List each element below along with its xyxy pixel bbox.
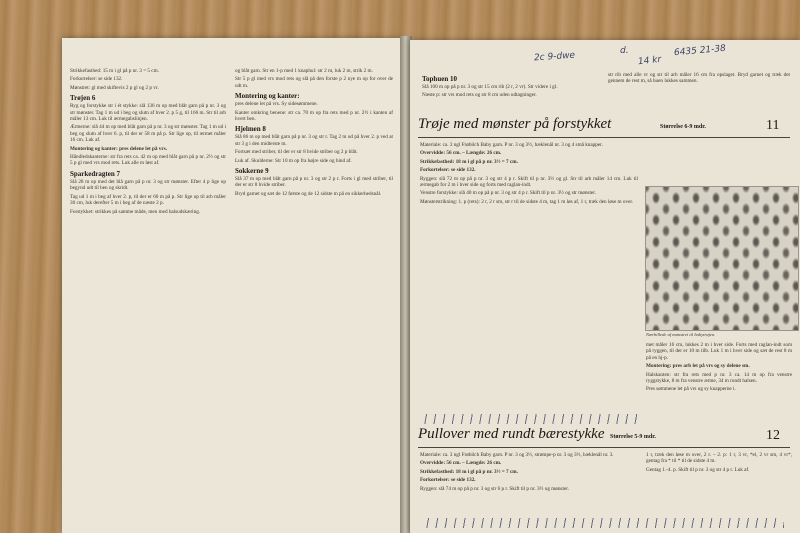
section-heading: Montering og kanter:: [235, 92, 300, 101]
text-line: Mønsterstrikning: 1. p (rets): 2 r, 2 r sm, str r til de sidste 4 m, tag 1 m løs af, 1 r, træk den løse m over.: [420, 198, 634, 205]
text-line: Overvidde: 56 cm. – Længde: 26 cm.: [420, 460, 502, 467]
text-line: Mønstret: gl med skiftevis 2 p gl og 2 p vr.: [70, 84, 159, 91]
left-book-page: [62, 38, 402, 533]
text-line: Slå 37 m op med blåt garn på p nr. 3 og str 2 p r. Forts i gl med striber, til der er str 8 hvide striber.: [235, 176, 393, 189]
section-heading: Tophuen 10: [422, 75, 457, 83]
text-line: Strikkefasthed: 18 m i gl på p nr. 3½ = 7 cm.: [420, 158, 518, 165]
text-line: met måler 16 cm, lukkes 2 m i hver side. Forts med raglan-indt som på ryggen, til der er 10 m tilb. Luk 1 m i hver side og sæt de rest 8 m på en hj-p.: [646, 342, 792, 361]
section-heading: Sparkedragten 7: [70, 169, 120, 178]
text-line: Montering: pres arb let på vrs og sy delene sm.: [646, 363, 750, 370]
text-line: Forstykket: strikkes på samme måde, men med halsudskæring.: [70, 208, 201, 215]
text-line: Slå 86 m op med blåt garn på p nr. 3 og str r. Tag 2 m ud på hver 2. p ved at str 3 g i den midterste m.: [235, 134, 393, 147]
text-line: str rib med alle vr og str til arb måler 16 cm fra opslaget. Bryd garnet og træk det gennem de rest m, så huen lukkes sammen.: [608, 72, 790, 85]
pen-marks: [424, 518, 784, 528]
pattern-11-size: Størrelse 6-9 mdr.: [660, 124, 706, 130]
text-line: Overvidde: 56 cm. – Længde: 26 cm.: [420, 150, 502, 157]
section-heading: Trøjen 6: [70, 94, 96, 103]
text-line: Ryg og forstykke str i ét stykke: slå 136 m op med blåt garn på p nr. 3 og str mønster. Tag 1 m ud i beg og slutn af hver 2. p 5 g, til 166 m. Str til arb måler 13 cm. Luk til ærmegabslinjen.: [70, 103, 226, 123]
pattern-12-continued: [646, 452, 792, 475]
handwritten-note: d.: [620, 46, 629, 56]
pattern-12-title: Pullover med rundt bærestykke: [418, 426, 605, 442]
text-line: Ærmerne: slå 44 m op med blåt garn på p nr. 3 og str mønster. Tag 1 m ud i beg og slutn af hver 6. p, til der er 58 m på p. Str lige op, til ærmet måler 16 cm. Luk af.: [70, 124, 226, 144]
text-line: pres delene let på vrs. Sy sidesømmene.: [235, 101, 318, 108]
handwritten-note: 14 kr: [637, 54, 662, 68]
text-line: Venstre forstykke: slå 40 m op på p nr. 3 og str 4 p r. Skift til p nr. 3½ og str mønster.: [420, 190, 596, 197]
text-line: Næste p: str vrs mod rets og str 8 cm uden udtagninger.: [422, 92, 537, 99]
text-line: Luk af. Skulderne: Str 10 m op fra højre side og bind af.: [235, 157, 352, 164]
knit-pattern-closeup-photo: [645, 186, 799, 331]
text-line: Forkortelser: se side 132.: [420, 477, 476, 484]
text-line: Materiale: ca. 3 ngl Frøbilch Baby garn. P nr. 3 og 3½, strømpe-p nr. 3 og 3½, hæklenål nr. 3.: [420, 452, 614, 458]
text-line: Tag ud 1 m i beg af hver 2. p, til der er 60 m på p. Str lige op til arb måler 30 cm, luk derefter 5 m i beg af de næste 2 p.: [70, 193, 226, 207]
text-line: og blåt garn. Str en 1-p med 1 knaphul: str 2 m, luk 2 m, strik 2 m.: [235, 68, 373, 74]
text-line: Materiale: ca. 3 ngl Frøbilch Baby garn. P nr. 3 og 3½, hæklenål nr. 3 og 4 små knapper.: [420, 142, 603, 148]
right-page-top-column-2: [608, 72, 790, 87]
handwritten-note: 6435 21-38: [673, 43, 727, 59]
text-line: Ryggen: slå 72 m op på p nr. 3 og str 4 p r. Skift til p nr. 3½ og gl. Str til arb måler 14 cm. Luk til ærmegab for 2 m i hver side og forts med raglan-indt.: [420, 175, 638, 189]
text-line: 1 r, træk den løse m over, 2 r. – 2. p: 1 r, 3 vr, *el, 2 vr sm, 4 vr*, gentag fra * til * til de sidste 4 m.: [646, 452, 792, 465]
handwritten-note: 2c 9-dwe: [533, 50, 576, 64]
text-line: Strikkefasthed: 15 m i gl på p nr. 3 = 5 cm.: [70, 68, 159, 74]
left-page-column-1: [70, 68, 226, 217]
pattern-12-number: 12: [766, 428, 780, 443]
pen-marks: [422, 414, 637, 424]
pattern-12-instructions: [420, 452, 638, 494]
right-book-page: [410, 40, 800, 533]
pattern-12-size: Størrelse 5-9 mdr.: [610, 434, 656, 440]
text-line: Gentag 1.-4. p. Skift til p nr. 3 og str 4 p r. Luk af.: [646, 466, 750, 473]
section-heading: Hjelmen 8: [235, 125, 266, 134]
text-line: Slå 28 m op med det blå garn på p nr. 3 og str mønster. Efter 4 p lige op begynd udt til ben og skridt.: [70, 178, 226, 192]
text-line: Bryd garnet og sæt de 12 første og de 12 sidste m på en sikkerhedsnål.: [235, 190, 382, 197]
text-line: Slå 100 m op på p nr. 3 og str 15 cm rib (2 r, 2 vr). Str videre i gl.: [422, 84, 558, 90]
text-line: Str 5 p gl med vrs mod rets og slå på den forste p 2 nye m op for over de udt m.: [235, 76, 393, 89]
text-line: Kanter omkring benene: str ca. 70 m op fra rets med p nr. 2½ i kanten af hvert ben.: [235, 109, 393, 123]
text-line: Forkortelser: se side 132.: [70, 76, 123, 83]
text-line: Forkortelser: se side 132.: [420, 167, 476, 174]
text-line: Ryggen: slå 74 m op på p nr. 3 og str 6 p r. Skift til p nr. 3½ og mønster.: [420, 485, 569, 492]
photo-caption: Nærbillede af mønstret til babytrøjen.: [646, 332, 716, 337]
pattern-11-continued: [646, 342, 792, 395]
text-line: Montering og kanter: pres delene let på vrs.: [70, 145, 168, 152]
pattern-11-number: 11: [766, 118, 780, 133]
text-line: Halskanten: str fra rets med p nr. 3 ca. 14 m op fra venstre ryggstykke, 8 m fra venstre ærme, 34 m rundt halsen.: [646, 371, 792, 385]
text-line: Strikkefasthed: 18 m i gl på p nr. 3½ = 7 cm.: [420, 468, 518, 475]
section-heading: Sokkerne 9: [235, 167, 269, 176]
heading-rule: [418, 137, 790, 138]
text-line: Håndledskanterne: str fra rets ca. 42 m op med blåt garn på p nr. 2½ og str 5 p gl med vrs mod rets. Luk alle m løst af.: [70, 154, 226, 167]
pattern-11-title: Trøje med mønster på forstykket: [418, 116, 612, 132]
text-line: Pres sømmene let på vrs og sy knapperne i.: [646, 386, 736, 393]
text-line: Fortsæt med striber, til der er str 8 hvide striber og 2 p blåt.: [235, 149, 358, 156]
pattern-11-instructions: [420, 142, 638, 207]
right-page-top-column-1: [422, 72, 594, 101]
heading-rule: [418, 447, 790, 448]
left-page-column-2: [235, 68, 393, 199]
